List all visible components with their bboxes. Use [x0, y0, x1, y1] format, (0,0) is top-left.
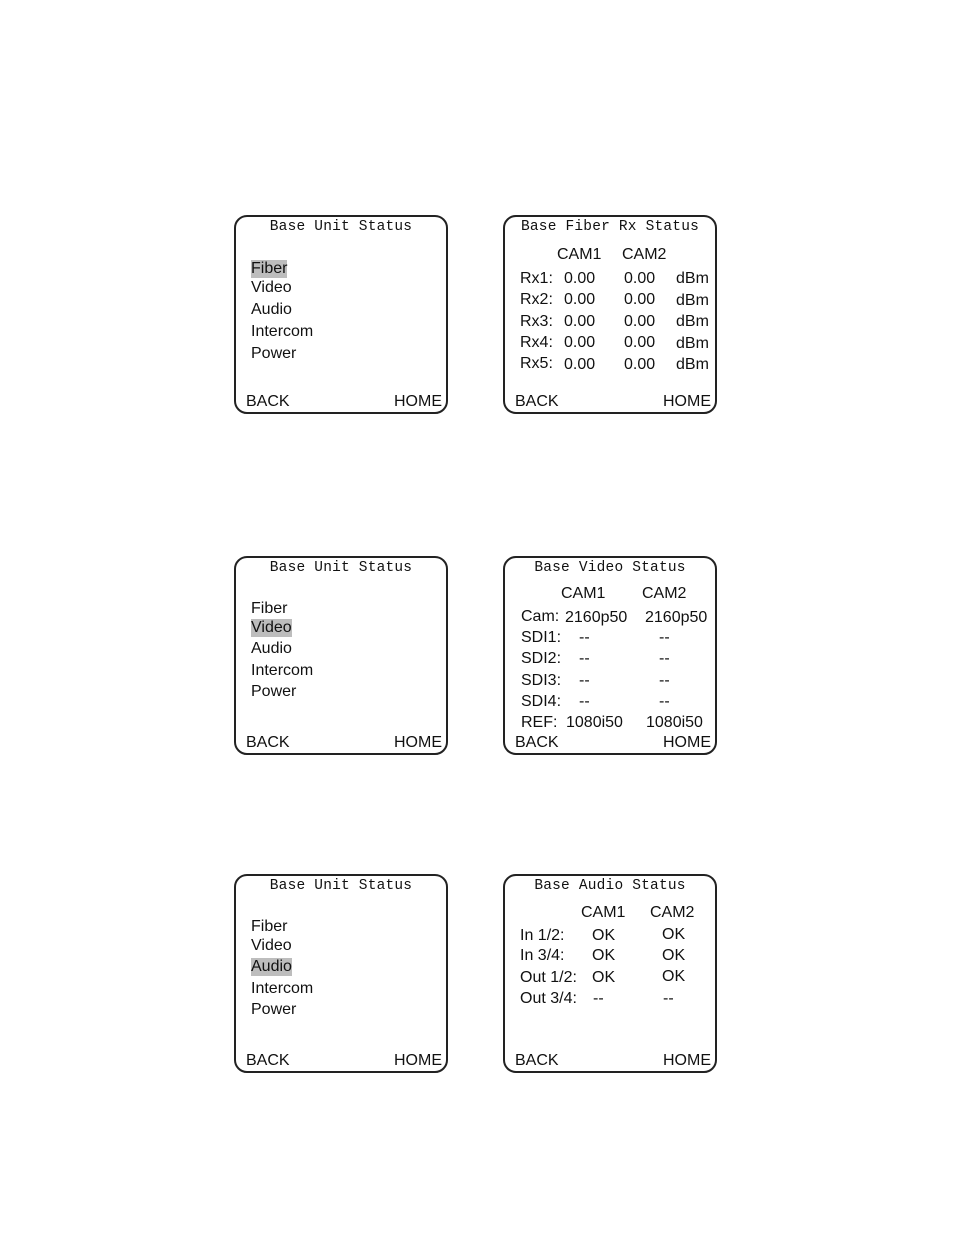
unit-label: dBm	[676, 356, 709, 373]
home-button[interactable]: HOME	[394, 1052, 442, 1069]
menu-item-video[interactable]: Video	[251, 279, 292, 296]
home-button[interactable]: HOME	[394, 734, 442, 751]
screen-title: Base Audio Status	[534, 878, 686, 894]
cam2-value: OK	[662, 926, 686, 943]
menu-screen-fiber	[234, 215, 448, 414]
back-button[interactable]: BACK	[246, 1052, 290, 1069]
cam1-value: 0.00	[564, 270, 596, 287]
row-label: Rx4:	[520, 334, 553, 351]
row-label: In 1/2:	[520, 927, 565, 944]
cam2-value: OK	[662, 968, 686, 985]
column-header-cam2: CAM2	[642, 585, 687, 602]
menu-item-intercom[interactable]: Intercom	[251, 323, 314, 340]
screen-title: Base Video Status	[534, 560, 686, 576]
menu-item-video[interactable]: Video	[251, 619, 292, 636]
cam1-value: --	[579, 693, 590, 710]
row-label: SDI4:	[521, 693, 562, 710]
home-button[interactable]: HOME	[663, 1052, 711, 1069]
screen-title: Base Unit Status	[269, 878, 413, 894]
menu-item-fiber[interactable]: Fiber	[251, 260, 288, 277]
back-button[interactable]: BACK	[515, 1052, 559, 1069]
row-label: In 3/4:	[520, 947, 565, 964]
row-label: SDI2:	[521, 650, 562, 667]
cam2-value: --	[663, 990, 674, 1007]
back-button[interactable]: BACK	[515, 393, 559, 410]
back-button[interactable]: BACK	[515, 734, 559, 751]
cam1-value: --	[579, 650, 590, 667]
home-button[interactable]: HOME	[663, 734, 711, 751]
menu-item-fiber[interactable]: Fiber	[251, 918, 288, 935]
row-label: Out 1/2:	[520, 969, 577, 986]
menu-item-power[interactable]: Power	[251, 1001, 297, 1018]
menu-item-fiber[interactable]: Fiber	[251, 600, 288, 617]
menu-item-intercom[interactable]: Intercom	[251, 980, 314, 997]
row-label: Cam:	[521, 608, 560, 625]
column-header-cam2: CAM2	[622, 246, 667, 263]
cam2-value: 0.00	[624, 313, 656, 330]
menu-item-power[interactable]: Power	[251, 345, 297, 362]
cam1-value: 0.00	[564, 356, 596, 373]
row-label: SDI1:	[521, 629, 562, 646]
menu-item-power[interactable]: Power	[251, 683, 297, 700]
unit-label: dBm	[676, 292, 709, 309]
column-header-cam1: CAM1	[557, 246, 602, 263]
video-status-screen	[503, 556, 717, 755]
cam1-value: 0.00	[564, 291, 596, 308]
column-header-cam2: CAM2	[650, 904, 695, 921]
cam2-value: --	[659, 650, 670, 667]
screen-title: Base Unit Status	[269, 560, 413, 576]
cam1-value: --	[579, 629, 590, 646]
home-button[interactable]: HOME	[394, 393, 442, 410]
row-label: REF:	[521, 714, 558, 731]
row-label: Rx5:	[520, 355, 553, 372]
cam1-value: 2160p50	[565, 609, 628, 626]
cam1-value: OK	[592, 927, 616, 944]
back-button[interactable]: BACK	[246, 393, 290, 410]
row-label: Rx2:	[520, 291, 553, 308]
column-header-cam1: CAM1	[561, 585, 606, 602]
unit-label: dBm	[676, 270, 709, 287]
screen-title: Base Fiber Rx Status	[520, 219, 700, 235]
back-button[interactable]: BACK	[246, 734, 290, 751]
cam1-value: 0.00	[564, 334, 596, 351]
cam1-value: --	[579, 672, 590, 689]
cam2-value: 0.00	[624, 334, 656, 351]
cam2-value: --	[659, 672, 670, 689]
menu-screen-video	[234, 556, 448, 755]
menu-item-video[interactable]: Video	[251, 937, 292, 954]
cam2-value: OK	[662, 947, 686, 964]
cam2-value: 0.00	[624, 291, 656, 308]
cam2-value: 1080i50	[646, 714, 703, 731]
unit-label: dBm	[676, 335, 709, 352]
cam1-value: 0.00	[564, 313, 596, 330]
menu-item-audio[interactable]: Audio	[251, 640, 292, 657]
cam2-value: 0.00	[624, 356, 656, 373]
cam1-value: OK	[592, 969, 616, 986]
row-label: Out 3/4:	[520, 990, 577, 1007]
cam1-value: OK	[592, 947, 616, 964]
home-button[interactable]: HOME	[663, 393, 711, 410]
row-label: Rx1:	[520, 270, 553, 287]
menu-item-audio[interactable]: Audio	[251, 301, 292, 318]
fiber-status-screen	[503, 215, 717, 414]
screen-title: Base Unit Status	[269, 219, 413, 235]
audio-status-screen	[503, 874, 717, 1073]
cam2-value: 0.00	[624, 270, 656, 287]
unit-label: dBm	[676, 313, 709, 330]
cam1-value: 1080i50	[566, 714, 623, 731]
menu-item-intercom[interactable]: Intercom	[251, 662, 314, 679]
cam2-value: --	[659, 629, 670, 646]
cam2-value: --	[659, 693, 670, 710]
row-label: Rx3:	[520, 313, 553, 330]
column-header-cam1: CAM1	[581, 904, 626, 921]
cam2-value: 2160p50	[645, 609, 708, 626]
menu-item-audio[interactable]: Audio	[251, 958, 292, 975]
menu-screen-audio	[234, 874, 448, 1073]
row-label: SDI3:	[521, 672, 562, 689]
cam1-value: --	[593, 990, 604, 1007]
